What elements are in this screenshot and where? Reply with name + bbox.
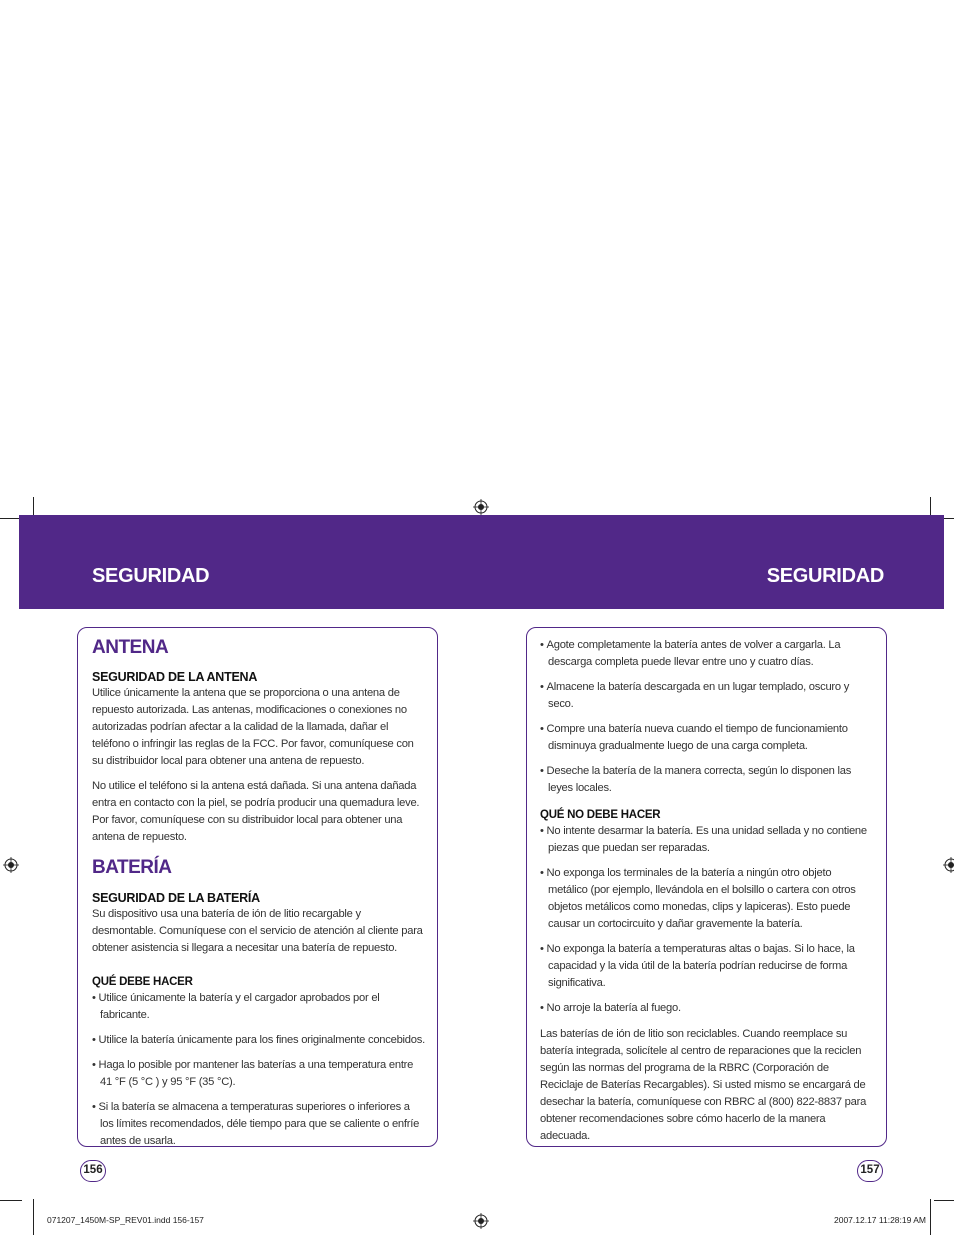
antena-heading: ANTENA [92,637,169,658]
right-column [540,637,873,1145]
list-item: • Si la batería se almacena a temperaturas superiores o inferiores a los límites recomendados, déle tiempo para que se caliente o enfríe antes de usarla. [92,1099,425,1150]
crop-mark [33,1199,34,1235]
recycle-paragraph: Las baterías de ión de litio son reciclables. Cuando reemplace su batería integrada, solicítele al centro de reparaciones que la reciclen según las normas del programa de la RBRC (Corporación de Reciclaje de Baterías Recargables). Si usted mismo se encargará de desechar la batería, comuníquese con RBRC al (800) 822-8837 para obtener recomendaciones sobre cómo hacerlo de la manera adecuada. [540,1028,867,1142]
page-number-right: 157 [857,1160,883,1182]
bateria-paragraph: Su dispositivo usa una batería de ión de litio recargable y desmontable. Comuníquese con el servicio de atención al cliente para obtener asistencia si llegara a necesitar una batería de repuesto. [92,908,423,954]
list-item: • Utilice la batería únicamente para los fines originalmente concebidos. [92,1032,425,1049]
list-item: • Compre una batería nueva cuando el tiempo de funcionamiento disminuya gradualmente luego de una carga completa. [540,721,873,755]
list-item: • No exponga los terminales de la batería a ningún otro objeto metálico (por ejemplo, llevándola en el bolsillo o cartera con otros objetos metálicos como monedas, clips y lapiceras). Esto puede causar un cortocircuito y dañar gravemente la batería. [540,865,873,933]
bateria-subheading: SEGURIDAD DE LA BATERÍA [92,891,260,905]
footer-timestamp: 2007.12.17 11:28:19 AM [833,1215,926,1225]
page-number-left: 156 [80,1160,106,1182]
list-item: • Deseche la batería de la manera correcta, según lo disponen las leyes locales. [540,763,873,797]
crop-mark [934,1200,954,1201]
bateria-heading: BATERÍA [92,857,172,878]
left-page-title: SEGURIDAD [92,565,210,587]
crop-mark [930,1199,931,1235]
list-item: • No exponga la batería a temperaturas altas o bajas. Si lo hace, la capacidad y la vida útil de la batería podrían reducirse de forma significativa. [540,941,873,992]
registration-mark-icon [473,499,489,515]
footer-filename: 071207_1450M-SP_REV01.indd 156-157 [47,1215,204,1225]
right-page-title: SEGURIDAD [766,565,884,587]
registration-mark-icon [3,857,19,873]
list-item: • Haga lo posible por mantener las baterías a una temperatura entre 41 °F (5 °C ) y 95 °F (35 °C). [92,1057,425,1091]
list-item: • Agote completamente la batería antes de volver a cargarla. La descarga completa puede llevar entre uno y cuatro días. [540,637,873,671]
registration-mark-icon [943,857,954,873]
dont-heading: QUÉ NO DEBE HACER [540,809,661,821]
list-item: • Utilice únicamente la batería y el cargador aprobados por el fabricante. [92,990,425,1024]
crop-mark [0,1200,22,1201]
list-item: • No arroje la batería al fuego. [540,1000,873,1017]
registration-mark-icon [473,1213,489,1229]
antena-subheading: SEGURIDAD DE LA ANTENA [92,670,258,684]
list-item: • Almacene la batería descargada en un lugar templado, oscuro y seco. [540,679,873,713]
do-heading: QUÉ DEBE HACER [92,976,193,988]
left-column [92,637,425,1150]
header-banner [19,515,944,609]
antena-paragraph: Utilice únicamente la antena que se proporciona o una antena de repuesto autorizada. Las antenas, modificaciones o conexiones no autorizadas podrían afectar a la calidad de la llamada, dañar el teléfono o infringir las reglas de la FCC. Por favor, comuníquese con su distribuidor local para obtener una antena de repuesto. [92,687,414,767]
list-item: • No intente desarmar la batería. Es una unidad sellada y no contiene piezas que puedan ser reparadas. [540,823,873,857]
antena-paragraph: No utilice el teléfono si la antena está dañada. Si una antena dañada entra en contacto con la piel, se podría producir una quemadura leve. Por favor, comuníquese con su distribuidor local para obtener una antena de repuesto. [92,780,420,843]
